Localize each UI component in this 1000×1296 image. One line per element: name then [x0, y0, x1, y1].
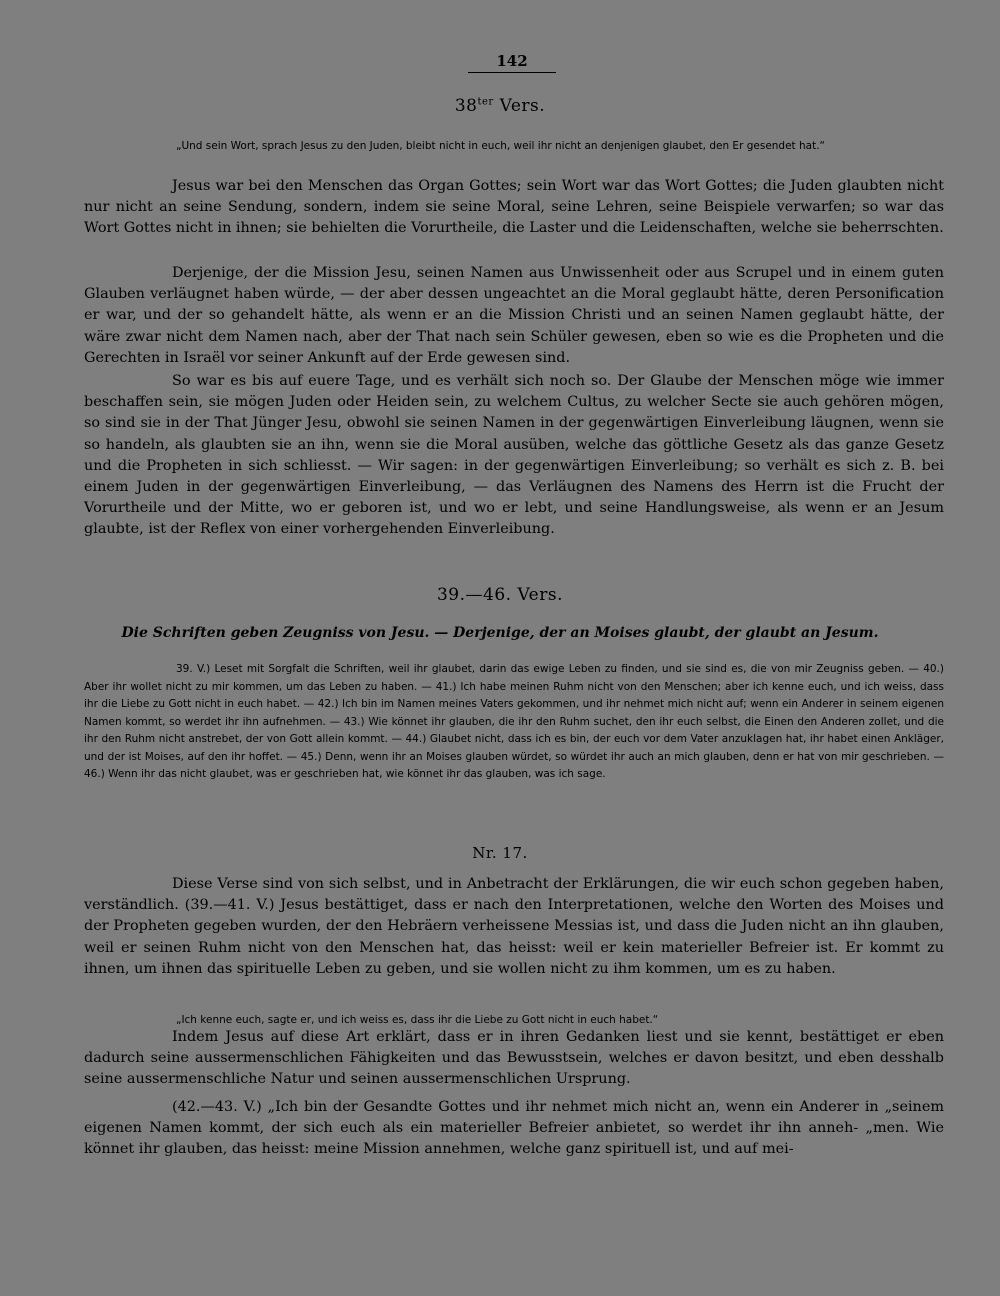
- paragraph: Derjenige, der die Mission Jesu, seinen Namen aus Unwissenheit oder aus Scrupel und in einem guten Glauben verläugnet haben würde, — der aber dessen ungeachtet an die Moral geglaubt hätte, deren Personification er war, und der so gehandelt hätte, als wenn er an die Mission Christi und an seinen Namen geglaubt hätte, der wäre zwar nicht dem Namen nach, aber der That nach sein Schüler gewesen, eben so wie es die Propheten und die Gerechten in Israël vor seiner Ankunft auf der Erde gewesen sind.: [84, 265, 944, 366]
- heading-number: 38: [454, 96, 478, 116]
- heading-word: Vers.: [499, 96, 546, 116]
- paragraph: Diese Verse sind von sich selbst, und in Anbetracht der Erklärungen, die wir euch schon gegeben haben, verständlich. (39.—41. V.) Jesus bestättiget, dass er nach den Interpretationen, welche den Worten des Moises und der Propheten gegeben wurden, der den Hebräern verheissene Messias ist, und dass die Juden nicht an ihn glauben, weil er seinen Ruhm nicht von den Menschen hat, das heisst: weil er kein materieller Befreier ist. Er kommt zu ihnen, um ihnen das spirituelle Leben zu geben, und sie wollen nicht zu ihm kommen, um es zu haben.: [84, 876, 944, 977]
- quote: „Ich kenne euch, sagte er, und ich weiss es, dass ihr die Liebe zu Gott nicht in euch habet.“: [176, 1014, 659, 1026]
- page-number: 142: [468, 52, 556, 73]
- verse-quote: „Und sein Wort, sprach Jesus zu den Juden, bleibt nicht in euch, weil ihr nicht an denjenigen glaubet, den Er gesendet hat.“: [176, 140, 825, 152]
- paragraph: So war es bis auf euere Tage, und es verhält sich noch so. Der Glaube der Menschen möge wie immer beschaffen sein, sie mögen Juden oder Heiden sein, zu welchem Cultus, zu welcher Secte sie auch gehören mögen, so sind sie in der That Jünger Jesu, obwohl sie seinen Namen in der gegenwärtigen Einverleibung läugnen, wenn sie so handeln, als glaubten sie an ihn, wenn sie die Moral ausüben, welche das göttliche Gesetz als das ganze Gesetz und die Propheten in sich schliesst. — Wir sagen: in der gegenwärtigen Einverleibung; so verhält es sich z. B. bei einem Juden in der gegenwärtigen Einverleibung, — das Verläugnen des Namens des Herrn ist die Frucht der Vorurtheile und der Mitte, wo er geboren ist, und wo er lebt, und seine Handlungsweise, als wenn er an Jesum glaubte, ist der Reflex von einer vorhergehenden Einverleibung.: [84, 373, 944, 538]
- section-heading-38: [0, 96, 1000, 116]
- paragraph: (42.—43. V.) „Ich bin der Gesandte Gottes und ihr nehmet mich nicht an, wenn ein Anderer in „seinem eigenen Namen kommt, der sich euch als ein materieller Befreier anbietet, so werdet ihr ihn anneh- „men. Wie könnet ihr glauben, das heisst: meine Mission annehmen, welche ganz spirituell ist, und auf mei-: [84, 1099, 944, 1158]
- section-subtitle: Die Schriften geben Zeugniss von Jesu. — Derjenige, der an Moises glaubt, der glaubt an Jesum.: [121, 625, 879, 641]
- verses-text: 39. V.) Leset mit Sorgfalt die Schriften, weil ihr glaubet, darin das ewige Leben zu finden, und sie sind es, die von mir Zeugniss geben. — 40.) Aber ihr wollet nicht zu mir kommen, um das Leben zu haben. — 41.) Ich habe meinen Ruhm nicht von den Menschen; aber ich kenne euch, und ich weiss, dass ihr die Liebe zu Gott nicht in euch habet. — 42.) Ich bin im Namen meines Vaters gekommen, und ihr nehmet mich nicht auf; wenn ein Anderer in seinem eigenen Namen kommt, so werdet ihr ihn aufnehmen. — 43.) Wie könnet ihr glauben, die ihr den Ruhm suchet, den ihr euch selbst, die Einen den Anderen zollet, und die ihr den Ruhm nicht anstrebet, der von Gott allein kommt. — 44.) Glaubet nicht, dass ich es bin, der euch vor dem Vater anzuklagen hat, ihr habet einen Ankläger, und der ist Moises, auf den ihr hoffet. — 45.) Denn, wenn ihr an Moises glauben würdet, so würdet ihr auch an mich glauben, denn er hat von mir geschrieben. — 46.) Wenn ihr das nicht glaubet, was er geschrieben hat, wie könnet ihr das glauben, was ich sage.: [84, 663, 944, 780]
- section-heading-nr17: Nr. 17.: [472, 844, 528, 862]
- paragraph: Jesus war bei den Menschen das Organ Gottes; sein Wort war das Wort Gottes; die Juden glaubten nicht nur nicht an seine Sendung, sondern, indem sie seine Moral, seine Lehren, seine Beispiele verwarfen; so war das Wort Gottes nicht in ihnen; sie behielten die Vorurtheile, die Laster und die Leidenschaften, welche sie beherrschten.: [84, 178, 944, 237]
- section-heading-39-46: 39.—46. Vers.: [436, 585, 563, 605]
- heading-superscript: ter: [477, 96, 494, 108]
- paragraph: Indem Jesus auf diese Art erklärt, dass er in ihren Gedanken liest und sie kennt, bestättiget er eben dadurch seine aussermenschlichen Fähigkeiten und das Bewusstsein, welches er davon besitzt, und eben desshalb seine aussermenschliche Natur und seinen aussermenschlichen Ursprung.: [84, 1029, 944, 1088]
